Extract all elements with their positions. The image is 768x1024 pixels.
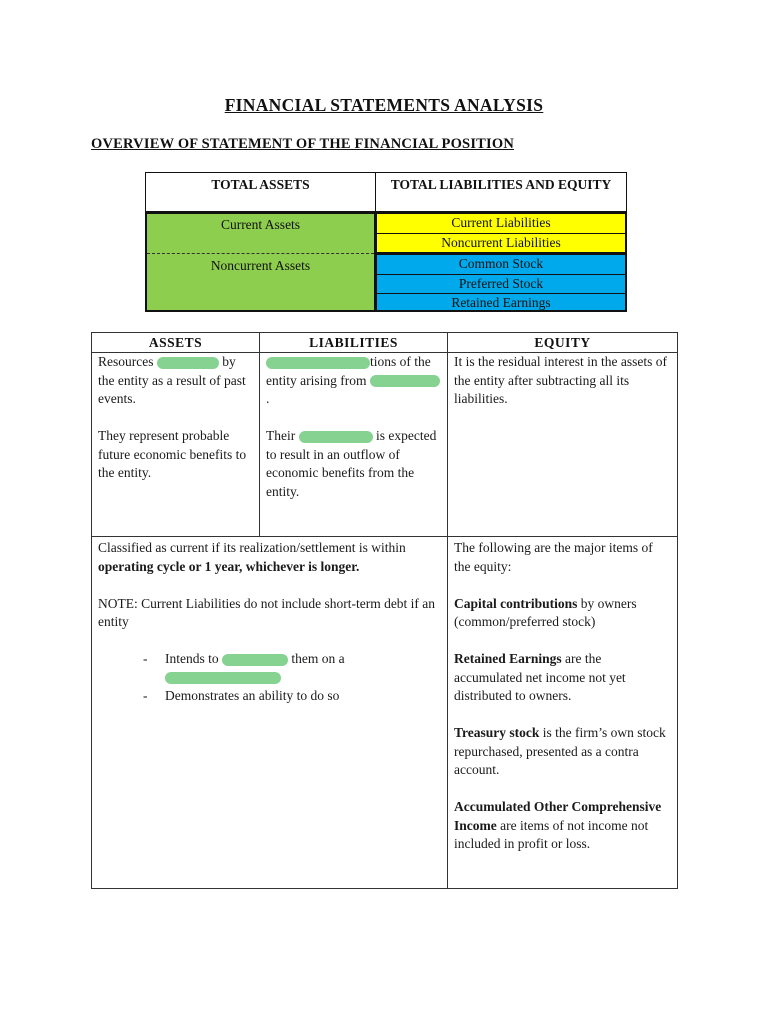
liab-def-text-3a: Their [266, 428, 296, 443]
liabilities-column-header: LIABILITIES [309, 335, 398, 350]
financial-position-diagram [145, 172, 627, 312]
highlight-mark [157, 357, 219, 369]
col-divider-2 [447, 333, 448, 888]
equity-items [454, 539, 672, 854]
conditions-list [98, 650, 441, 706]
assets-def-text-2: by the entity as a result of past events. [98, 354, 246, 406]
highlight-mark [299, 431, 373, 443]
assets-def-text-1: Resources [98, 354, 154, 369]
total-liabilities-equity-header: TOTAL LIABILITIES AND EQUITY [375, 172, 627, 212]
liab-def-text-3b: is expected to result in an outflow of economic benefits from the entity. [266, 428, 437, 499]
current-liabilities-label: Current Liabilities [377, 214, 625, 234]
equity-item: Capital contributions by owners (common/preferred stock) [454, 595, 637, 629]
row-divider [92, 536, 677, 537]
equity-intro: The following are the major items of the equity: [454, 540, 653, 574]
assets-definition [98, 353, 253, 483]
page-title: FINANCIAL STATEMENTS ANALYSIS [224, 95, 544, 115]
total-assets-header: TOTAL ASSETS [145, 172, 376, 212]
retained-earnings-label: Retained Earnings [451, 295, 551, 310]
classified-text: Classified as current if its realization/settlement is within [98, 540, 406, 555]
section-subtitle: OVERVIEW OF STATEMENT OF THE FINANCIAL POSITION [91, 136, 515, 152]
equity-block [375, 253, 627, 312]
liabilities-definition [266, 353, 442, 501]
classification-text [98, 539, 441, 706]
liab-def-text-1: tions of the entity arising from [266, 354, 431, 388]
equity-item: Accumulated Other Comprehensive Income are items of not income not included in profit or loss. [454, 799, 662, 851]
noncurrent-liabilities-label: Noncurrent Liabilities [441, 234, 561, 250]
equity-item: Retained Earnings are the accumulated net income not yet distributed to owners. [454, 651, 626, 703]
assets-divider [147, 253, 374, 254]
liab-def-text-2: . [266, 391, 270, 406]
assets-def-text-3: They represent probable future economic benefits to the entity. [98, 428, 247, 480]
equity-column-header: EQUITY [534, 335, 591, 350]
preferred-stock-label: Preferred Stock [377, 275, 625, 295]
highlight-mark [266, 357, 370, 369]
common-stock-label: Common Stock [377, 255, 625, 275]
list-item: - Intends to them on a [98, 650, 441, 687]
equity-item: Treasury stock is the firm’s own stock repurchased, presented as a contra account. [454, 725, 666, 777]
highlight-mark [165, 672, 281, 684]
list-item: - Demonstrates an ability to do so [143, 688, 340, 703]
equity-definition: It is the residual interest in the assets of the entity after subtracting all its liabilities. [454, 354, 667, 406]
classified-bold-text: operating cycle or 1 year, whichever is longer. [98, 558, 360, 574]
highlight-mark [222, 654, 288, 666]
definitions-table [91, 332, 678, 889]
current-assets-label: Current Assets [220, 217, 301, 232]
col-divider-1 [259, 333, 260, 536]
assets-block [145, 212, 376, 312]
liabilities-block [375, 212, 627, 254]
assets-column-header: ASSETS [148, 335, 203, 350]
note-text: NOTE: Current Liabilities do not include short-term debt if an entity [98, 595, 436, 629]
noncurrent-assets-label: Noncurrent Assets [210, 258, 311, 273]
highlight-mark [370, 375, 440, 387]
